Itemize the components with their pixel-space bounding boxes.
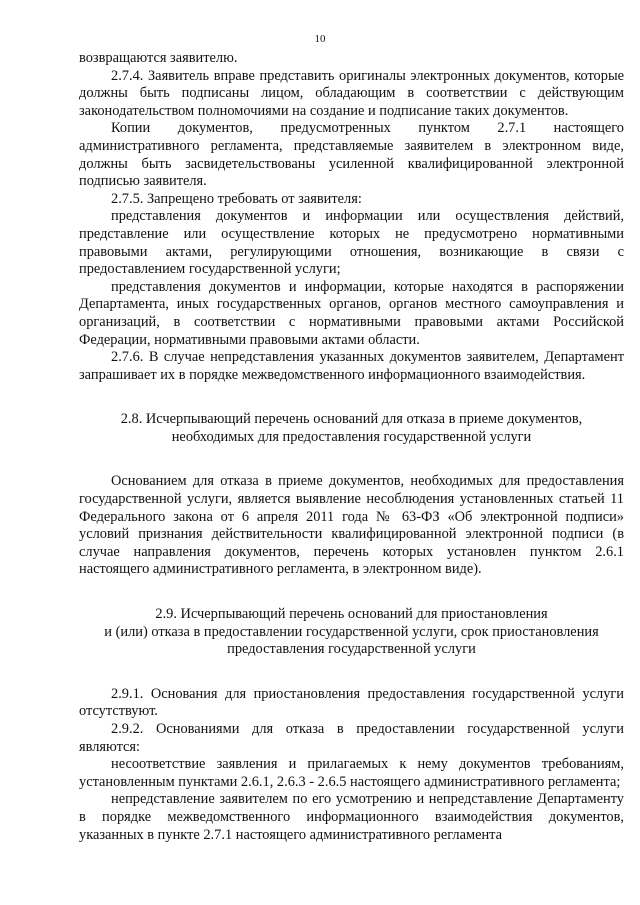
paragraph-copies: Копии документов, предусмотренных пунктом 2.7.1 настоящего административного регламента, представляемые заявителем в электронном виде, должны быть засвидетельствованы усиленной квалифицированной электронной подписью заявителя. [79,120,624,190]
paragraph-2-9-1: 2.9.1. Основания для приостановления предоставления государственной услуги отсутствуют. [79,685,624,720]
section-heading-2-9 [79,606,624,659]
page-number: 10 [314,33,326,45]
heading-line: предоставления государственной услуги [227,641,476,658]
section-heading-2-8 [79,411,624,446]
paragraph-2-9-2: 2.9.2. Основаниями для отказа в предоставлении государственной услуги являются: [79,721,624,755]
heading-line: 2.9. Исчерпывающий перечень оснований для приостановления [155,606,548,623]
document-body [79,50,624,844]
paragraph-list-item: представления документов и информации, которые находятся в распоряжении Департамента, иных государственных органов, органов местного самоуправления и организаций, в соответствии с нормативными правовыми актами Российской Федерации, нормативными правовыми актами области. [79,278,624,348]
paragraph-2-7-5: 2.7.5. Запрещено требовать от заявителя: [111,190,362,207]
paragraph-refusal-grounds: Основанием для отказа в приеме документов, необходимых для предоставления государственной услуги, является выявление несоблюдения установленных статьей 11 Федерального закона от 6 апреля 2011 года № 63-ФЗ «Об электронной подписи» условий признания действительности квалифицированной электронной подписи (в случае направления документов, перечень которых установлен пунктом 2.6.1 настоящего административного регламента, в электронном виде). [79,473,624,578]
paragraph-list-item: несоответствие заявления и прилагаемых к нему документов требованиям, установленным пунктами 2.6.1, 2.6.3 - 2.6.5 настоящего административного регламента; [79,756,624,790]
paragraph-2-7-4: 2.7.4. Заявитель вправе представить оригиналы электронных документов, которые должны быть подписаны лицом, обладающим в соответствии с действующим законодательством полномочиями на создание и подписание таких документов. [79,67,624,119]
paragraph-list-item: непредставление заявителем по его усмотрению и непредставление Департаменту в порядке межведомственного информационного взаимодействия документов, указанных в пункте 2.7.1 настоящего административного регламента [79,791,624,843]
heading-line: 2.8. Исчерпывающий перечень оснований для отказа в приеме документов, [120,411,583,428]
heading-line: и (или) отказа в предоставлении государственной услуги, срок приостановления [104,623,599,640]
paragraph: возвращаются заявителю. [79,50,238,66]
paragraph-2-7-6: 2.7.6. В случае непредставления указанных документов заявителем, Департамент запрашивает их в порядке межведомственного информационного взаимодействия. [79,349,624,383]
paragraph-list-item: представления документов и информации или осуществления действий, представление или осуществление которых не предусмотрено нормативными правовыми актами, регулирующими отношения, возникающие в связи с предоставлением государственной услуги; [79,208,624,278]
heading-line: необходимых для предоставления государственной услуги [171,428,532,445]
